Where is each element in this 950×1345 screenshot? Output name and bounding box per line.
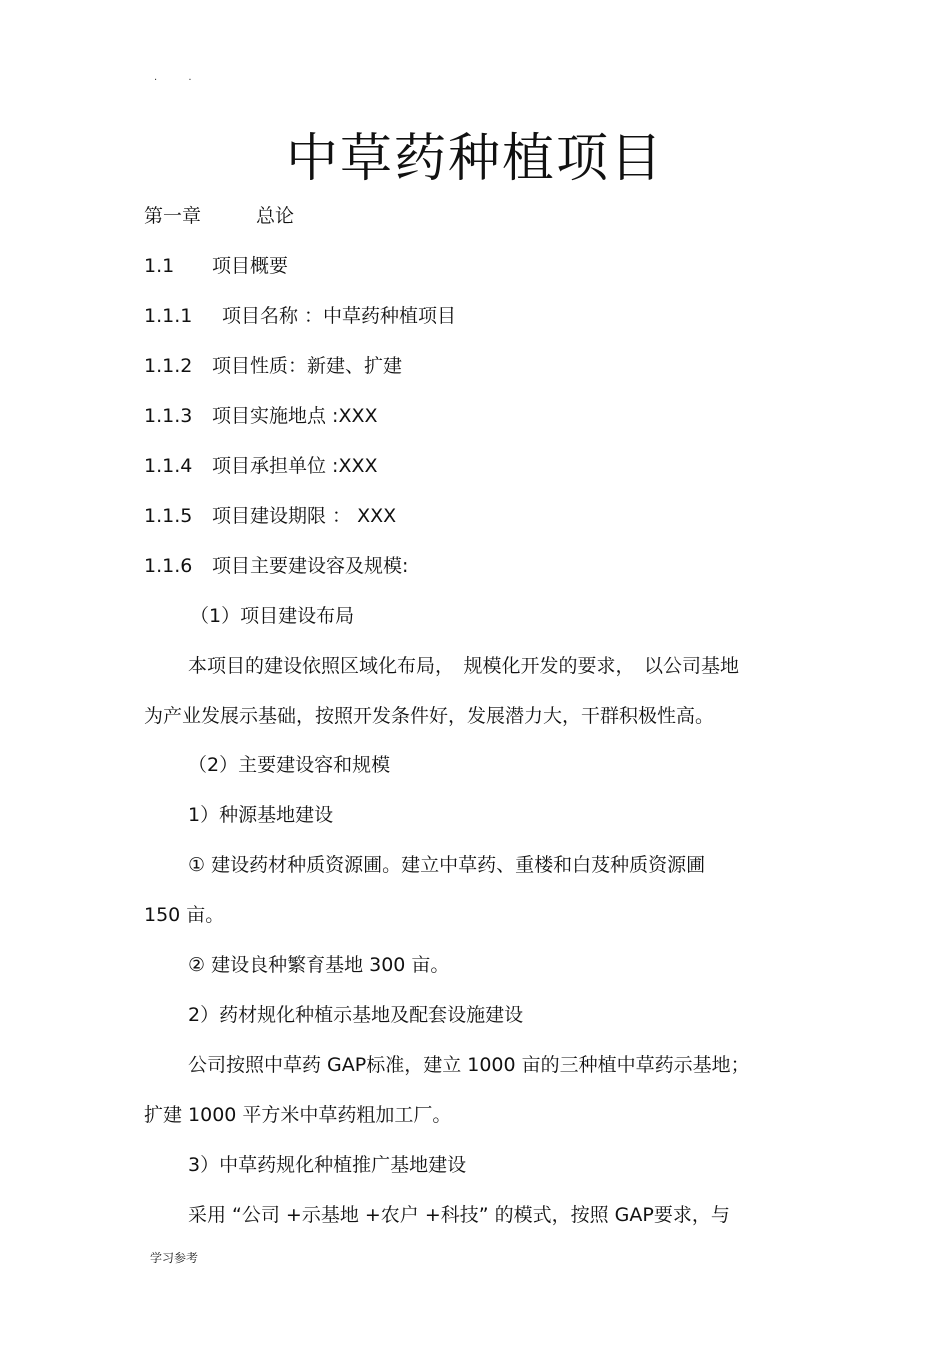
document-title: 中草药种植项目	[285, 129, 664, 189]
item-number: 1.1.5	[144, 505, 193, 527]
paragraph-line: 扩建 1000 平方米中草药粗加工厂。	[144, 1104, 452, 1126]
section-number: 1.1	[144, 255, 175, 277]
list-item-continuation: 150 亩。	[144, 904, 225, 926]
header-dots: . .	[154, 72, 206, 83]
paragraph-line: 公司按照中草药 GAP标准，建立 1000 亩的三种植中草药示基地；	[188, 1054, 750, 1076]
list-heading: 1）种源基地建设	[188, 804, 334, 826]
chapter-number: 第一章	[144, 205, 202, 227]
item-text: 项目实施地点 :XXX	[212, 405, 378, 427]
list-item: ② 建设良种繁育基地 300 亩。	[188, 954, 450, 976]
item-number: 1.1.2	[144, 355, 193, 377]
paragraph-line: 本项目的建设依照区域化布局， 规模化开发的要求， 以公司基地	[188, 655, 740, 677]
item-text: 项目性质：新建、扩建	[212, 355, 403, 377]
item-number: 1.1.6	[144, 555, 193, 577]
item-text: 项目承担单位 :XXX	[212, 455, 378, 477]
item-number: 1.1.4	[144, 455, 193, 477]
item-text: 项目主要建设容及规模:	[212, 555, 409, 577]
item-number: 1.1.1	[144, 305, 193, 327]
subsection-heading: （2）主要建设容和规模	[188, 754, 391, 776]
subsection-heading: （1）项目建设布局	[190, 605, 355, 627]
section-title: 项目概要	[212, 255, 289, 277]
item-text: 项目建设期限 ： XXX	[212, 505, 397, 527]
chapter-title: 总论	[256, 205, 295, 227]
list-heading: 2）药材规化种植示基地及配套设施建设	[188, 1004, 524, 1026]
item-number: 1.1.3	[144, 405, 193, 427]
paragraph-line: 为产业发展示基础，按照开发条件好，发展潜力大，干群积极性高。	[144, 705, 715, 727]
paragraph-line: 采用 “公司 +示基地 +农户 +科技” 的模式，按照 GAP要求，与	[188, 1204, 730, 1226]
list-heading: 3）中草药规化种植推广基地建设	[188, 1154, 467, 1176]
page-footer: 学习参考	[150, 1251, 199, 1265]
list-item: ① 建设药材种质资源圃。建立中草药、重楼和白芨种质资源圃	[188, 854, 706, 876]
item-text: 项目名称 ：中草药种植项目	[222, 305, 457, 327]
